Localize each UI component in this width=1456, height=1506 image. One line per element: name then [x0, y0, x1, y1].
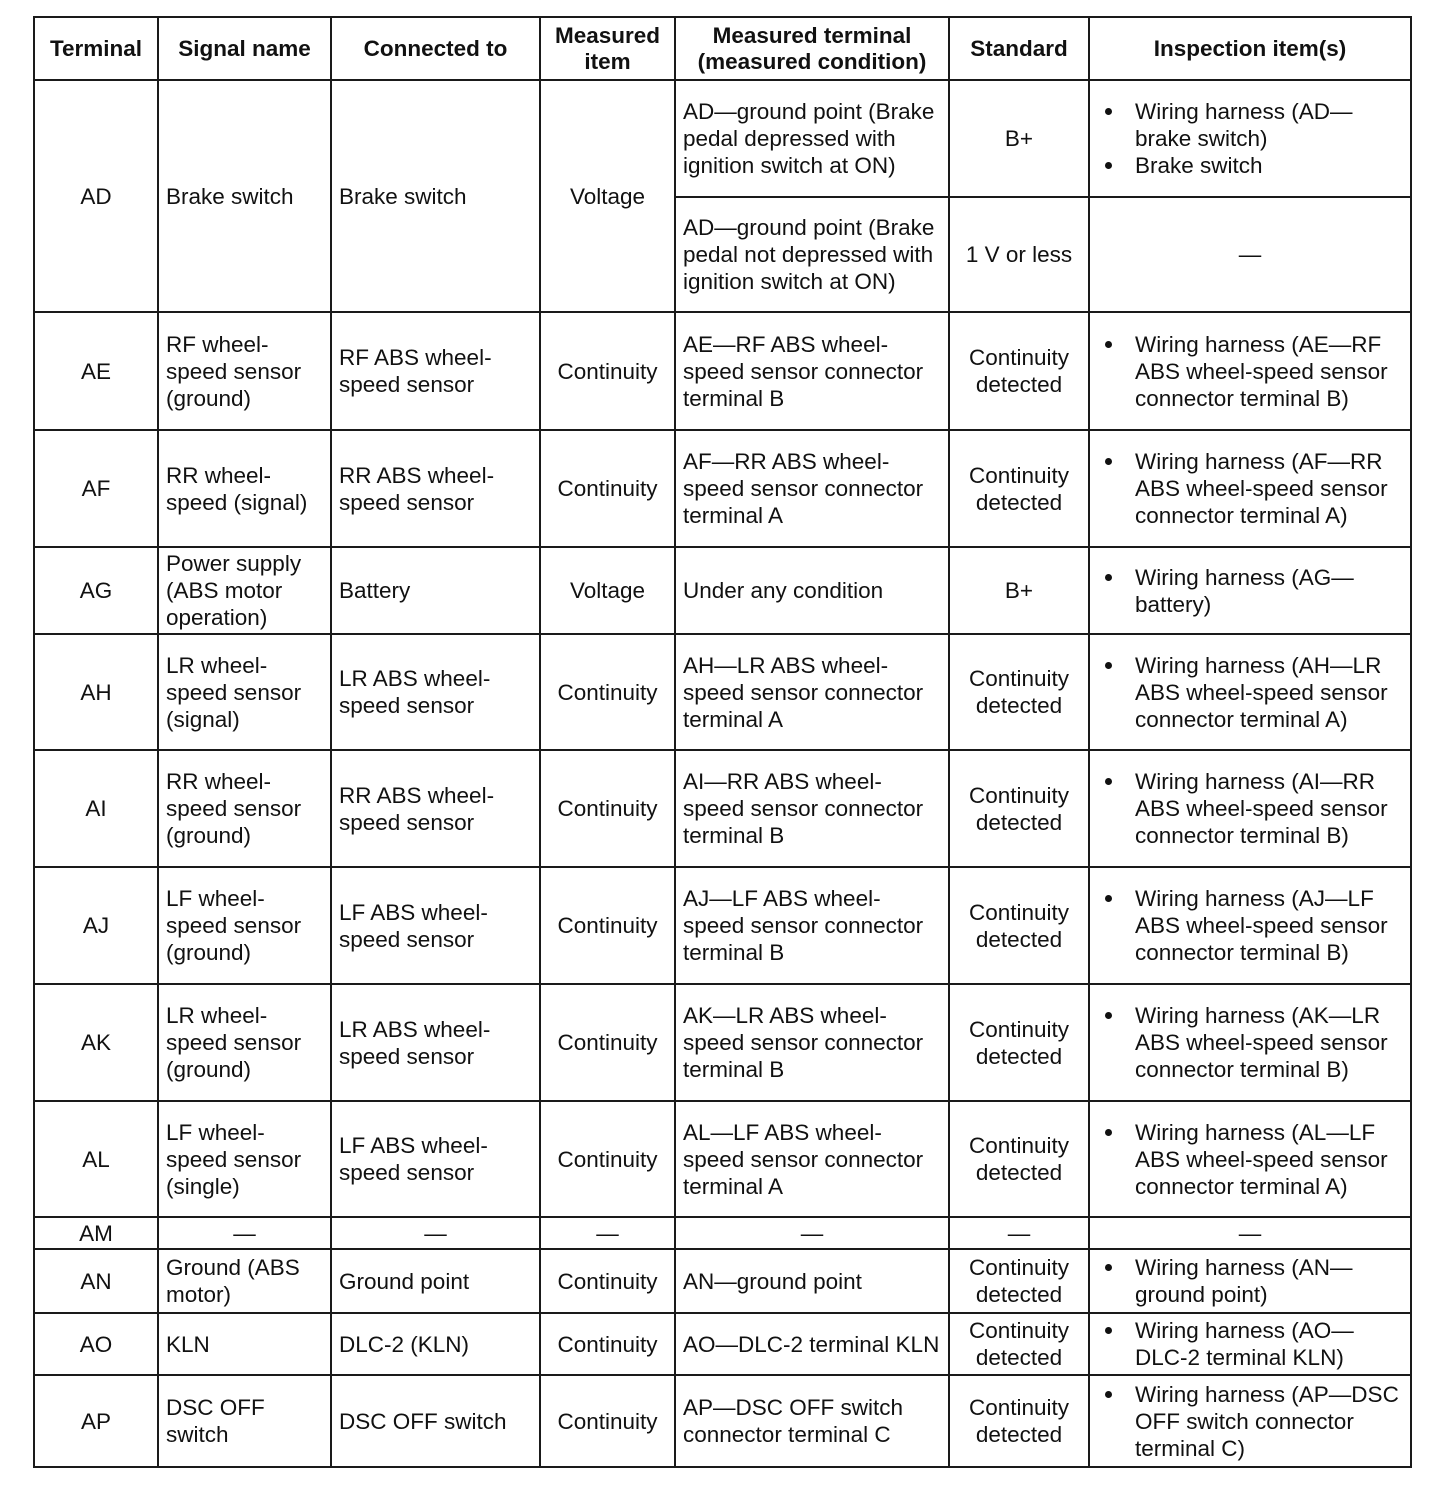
cell-connected-to: RR ABS wheel-speed sensor [331, 430, 540, 547]
cell-measured-item: Continuity [540, 867, 675, 984]
inspection-list [1097, 331, 1403, 412]
cell-inspection [1089, 1313, 1411, 1375]
header-signal-name: Signal name [158, 17, 331, 80]
table-row [34, 312, 1411, 430]
inspection-list [1097, 1119, 1403, 1200]
cell-signal-name: LF wheel-speed sensor (single) [158, 1101, 331, 1217]
cell-measured-item: Continuity [540, 430, 675, 547]
cell-signal-name: LF wheel-speed sensor (ground) [158, 867, 331, 984]
cell-inspection [1089, 750, 1411, 867]
cell-signal-name: DSC OFF switch [158, 1375, 331, 1467]
header-row [34, 17, 1411, 80]
inspection-list [1097, 564, 1403, 618]
table-row [34, 80, 1411, 197]
cell-measured-terminal: AD—ground point (Brake pedal not depressed with ignition switch at ON) [675, 197, 949, 312]
cell-inspection [1089, 867, 1411, 984]
cell-inspection [1089, 430, 1411, 547]
table-row [34, 547, 1411, 634]
cell-measured-item: Voltage [540, 547, 675, 634]
cell-connected-to: Ground point [331, 1249, 540, 1313]
inspection-list [1097, 652, 1403, 733]
cell-signal-name: RR wheel-speed sensor (ground) [158, 750, 331, 867]
cell-connected-to: LR ABS wheel-speed sensor [331, 984, 540, 1101]
cell-inspection [1089, 1375, 1411, 1467]
inspection-item: Wiring harness (AP—DSC OFF switch connector terminal C) [1097, 1381, 1403, 1462]
cell-signal-name: RF wheel-speed sensor (ground) [158, 312, 331, 430]
inspection-item: Brake switch [1097, 152, 1403, 179]
cell-measured-terminal: Under any condition [675, 547, 949, 634]
inspection-item: Wiring harness (AJ—LF ABS wheel-speed sensor connector terminal B) [1097, 885, 1403, 966]
cell-measured-terminal: AK—LR ABS wheel-speed sensor connector terminal B [675, 984, 949, 1101]
cell-measured-item: Continuity [540, 1313, 675, 1375]
cell-terminal: AJ [34, 867, 158, 984]
cell-inspection [1089, 1101, 1411, 1217]
cell-standard: B+ [949, 80, 1089, 197]
cell-terminal: AD [34, 80, 158, 312]
cell-signal-name: RR wheel-speed (signal) [158, 430, 331, 547]
inspection-item: Wiring harness (AO—DLC-2 terminal KLN) [1097, 1317, 1403, 1371]
table-row [34, 430, 1411, 547]
cell-measured-terminal: AO—DLC-2 terminal KLN [675, 1313, 949, 1375]
cell-terminal: AE [34, 312, 158, 430]
cell-standard: Continuity detected [949, 1313, 1089, 1375]
cell-connected-to: — [331, 1217, 540, 1249]
cell-standard: B+ [949, 547, 1089, 634]
cell-connected-to: DLC-2 (KLN) [331, 1313, 540, 1375]
inspection-item: Wiring harness (AE—RF ABS wheel-speed sensor connector terminal B) [1097, 331, 1403, 412]
cell-terminal: AF [34, 430, 158, 547]
inspection-item: Wiring harness (AL—LF ABS wheel-speed sensor connector terminal A) [1097, 1119, 1403, 1200]
inspection-item: Wiring harness (AH—LR ABS wheel-speed sensor connector terminal A) [1097, 652, 1403, 733]
cell-standard: Continuity detected [949, 1101, 1089, 1217]
cell-measured-terminal: AE—RF ABS wheel-speed sensor connector terminal B [675, 312, 949, 430]
cell-terminal: AL [34, 1101, 158, 1217]
cell-measured-item: Continuity [540, 1375, 675, 1467]
header-measured-item: Measured item [540, 17, 675, 80]
cell-signal-name: Power supply (ABS motor operation) [158, 547, 331, 634]
cell-inspection [1089, 80, 1411, 197]
header-connected-to: Connected to [331, 17, 540, 80]
cell-measured-item: Continuity [540, 312, 675, 430]
cell-measured-item: Continuity [540, 1249, 675, 1313]
cell-standard: 1 V or less [949, 197, 1089, 312]
cell-terminal: AG [34, 547, 158, 634]
header-standard: Standard [949, 17, 1089, 80]
inspection-item: Wiring harness (AN—ground point) [1097, 1254, 1403, 1308]
cell-connected-to: Brake switch [331, 80, 540, 312]
cell-standard: Continuity detected [949, 750, 1089, 867]
header-measured-terminal: Measured terminal (measured condition) [675, 17, 949, 80]
inspection-list [1097, 1381, 1403, 1462]
cell-measured-terminal: AJ—LF ABS wheel-speed sensor connector terminal B [675, 867, 949, 984]
table-row [34, 1217, 1411, 1249]
cell-measured-item: — [540, 1217, 675, 1249]
cell-connected-to: DSC OFF switch [331, 1375, 540, 1467]
cell-standard: Continuity detected [949, 1249, 1089, 1313]
cell-inspection [1089, 312, 1411, 430]
table-row [34, 1249, 1411, 1313]
cell-connected-to: LR ABS wheel-speed sensor [331, 634, 540, 750]
cell-standard: Continuity detected [949, 984, 1089, 1101]
cell-signal-name: — [158, 1217, 331, 1249]
cell-terminal: AN [34, 1249, 158, 1313]
cell-terminal: AH [34, 634, 158, 750]
cell-inspection [1089, 984, 1411, 1101]
cell-terminal: AP [34, 1375, 158, 1467]
inspection-item: Wiring harness (AD—brake switch) [1097, 98, 1403, 152]
inspection-item: Wiring harness (AI—RR ABS wheel-speed sensor connector terminal B) [1097, 768, 1403, 849]
cell-measured-terminal: AL—LF ABS wheel-speed sensor connector terminal A [675, 1101, 949, 1217]
cell-connected-to: LF ABS wheel-speed sensor [331, 1101, 540, 1217]
table-row [34, 1101, 1411, 1217]
cell-inspection: — [1089, 197, 1411, 312]
cell-standard: Continuity detected [949, 867, 1089, 984]
inspection-list [1097, 98, 1403, 179]
cell-measured-item: Continuity [540, 750, 675, 867]
cell-standard: Continuity detected [949, 312, 1089, 430]
table-body [34, 80, 1411, 1467]
inspection-list [1097, 1254, 1403, 1308]
cell-signal-name: LR wheel-speed sensor (ground) [158, 984, 331, 1101]
inspection-list [1097, 885, 1403, 966]
cell-measured-terminal: — [675, 1217, 949, 1249]
cell-signal-name: Ground (ABS motor) [158, 1249, 331, 1313]
inspection-item: Wiring harness (AF—RR ABS wheel-speed sensor connector terminal A) [1097, 448, 1403, 529]
cell-measured-terminal: AN—ground point [675, 1249, 949, 1313]
cell-measured-terminal: AF—RR ABS wheel-speed sensor connector terminal A [675, 430, 949, 547]
cell-standard: — [949, 1217, 1089, 1249]
cell-measured-terminal: AH—LR ABS wheel-speed sensor connector terminal A [675, 634, 949, 750]
cell-connected-to: RF ABS wheel-speed sensor [331, 312, 540, 430]
cell-terminal: AM [34, 1217, 158, 1249]
cell-connected-to: Battery [331, 547, 540, 634]
cell-measured-item: Continuity [540, 1101, 675, 1217]
cell-signal-name: Brake switch [158, 80, 331, 312]
header-terminal: Terminal [34, 17, 158, 80]
terminal-inspection-table [33, 16, 1412, 1468]
cell-measured-item: Continuity [540, 634, 675, 750]
cell-measured-terminal: AP—DSC OFF switch connector terminal C [675, 1375, 949, 1467]
inspection-list [1097, 1317, 1403, 1371]
table-header [34, 17, 1411, 80]
cell-connected-to: RR ABS wheel-speed sensor [331, 750, 540, 867]
cell-signal-name: LR wheel-speed sensor (signal) [158, 634, 331, 750]
inspection-item: Wiring harness (AG—battery) [1097, 564, 1403, 618]
cell-standard: Continuity detected [949, 430, 1089, 547]
cell-terminal: AI [34, 750, 158, 867]
inspection-item: Wiring harness (AK—LR ABS wheel-speed sensor connector terminal B) [1097, 1002, 1403, 1083]
header-inspection-items: Inspection item(s) [1089, 17, 1411, 80]
cell-measured-item: Voltage [540, 80, 675, 312]
table-row [34, 1375, 1411, 1467]
table-row [34, 1313, 1411, 1375]
cell-signal-name: KLN [158, 1313, 331, 1375]
cell-measured-terminal: AD—ground point (Brake pedal depressed with ignition switch at ON) [675, 80, 949, 197]
cell-standard: Continuity detected [949, 1375, 1089, 1467]
cell-inspection [1089, 634, 1411, 750]
cell-measured-terminal: AI—RR ABS wheel-speed sensor connector terminal B [675, 750, 949, 867]
table-row [34, 634, 1411, 750]
terminal-inspection-sheet [33, 16, 1412, 1468]
inspection-list [1097, 768, 1403, 849]
inspection-list [1097, 448, 1403, 529]
table-row [34, 984, 1411, 1101]
cell-measured-item: Continuity [540, 984, 675, 1101]
cell-terminal: AK [34, 984, 158, 1101]
table-row [34, 867, 1411, 984]
inspection-list [1097, 1002, 1403, 1083]
cell-inspection [1089, 1249, 1411, 1313]
cell-inspection: — [1089, 1217, 1411, 1249]
cell-standard: Continuity detected [949, 634, 1089, 750]
table-row [34, 750, 1411, 867]
cell-terminal: AO [34, 1313, 158, 1375]
cell-inspection [1089, 547, 1411, 634]
cell-connected-to: LF ABS wheel-speed sensor [331, 867, 540, 984]
